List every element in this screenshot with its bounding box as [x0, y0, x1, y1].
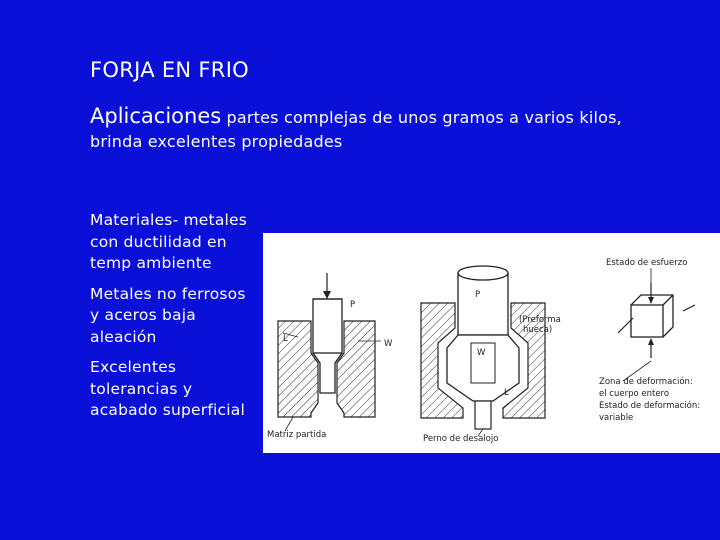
label-perno: Perno de desalojo	[423, 434, 499, 444]
label-p-left: P	[350, 300, 356, 310]
bullet-materials: Materiales- metales con ductilidad en temp ambiente	[90, 211, 248, 272]
label-matriz: Matriz partida	[267, 430, 327, 440]
stress-state-cube	[618, 268, 695, 381]
bullet-nonferrous: Metales no ferrosos y aceros baja aleación	[90, 284, 246, 346]
label-l-center: L	[504, 388, 509, 398]
label-w-left: W	[384, 339, 393, 349]
label-preforma-2: hueca)	[523, 325, 553, 335]
label-zona-2: el cuerpo entero	[599, 389, 670, 399]
label-zona-3: Estado de deformación:	[599, 401, 701, 411]
label-zona-4: variable	[599, 413, 634, 423]
applications-lead: Aplicaciones	[90, 104, 222, 128]
bullet-list	[90, 210, 255, 431]
applications-text: partes complejas de unos gramos a varios kilos, brinda excelentes propiedades	[90, 108, 622, 151]
label-p-center: P	[475, 290, 481, 300]
applications-paragraph	[90, 104, 650, 154]
label-l-left: L	[283, 334, 288, 344]
split-die-drawing	[278, 273, 381, 431]
label-estado-esfuerzo: Estado de esfuerzo	[606, 258, 688, 268]
label-zona-1: Zona de deformación:	[599, 377, 693, 387]
slide-title: FORJA EN FRIO	[90, 58, 250, 82]
cold-forging-diagram	[263, 233, 720, 453]
label-w-center: W	[477, 348, 486, 358]
label-preforma-1: (Preforma	[519, 315, 561, 325]
bullet-tolerances: Excelentes tolerancias y acabado superficial	[90, 358, 245, 419]
